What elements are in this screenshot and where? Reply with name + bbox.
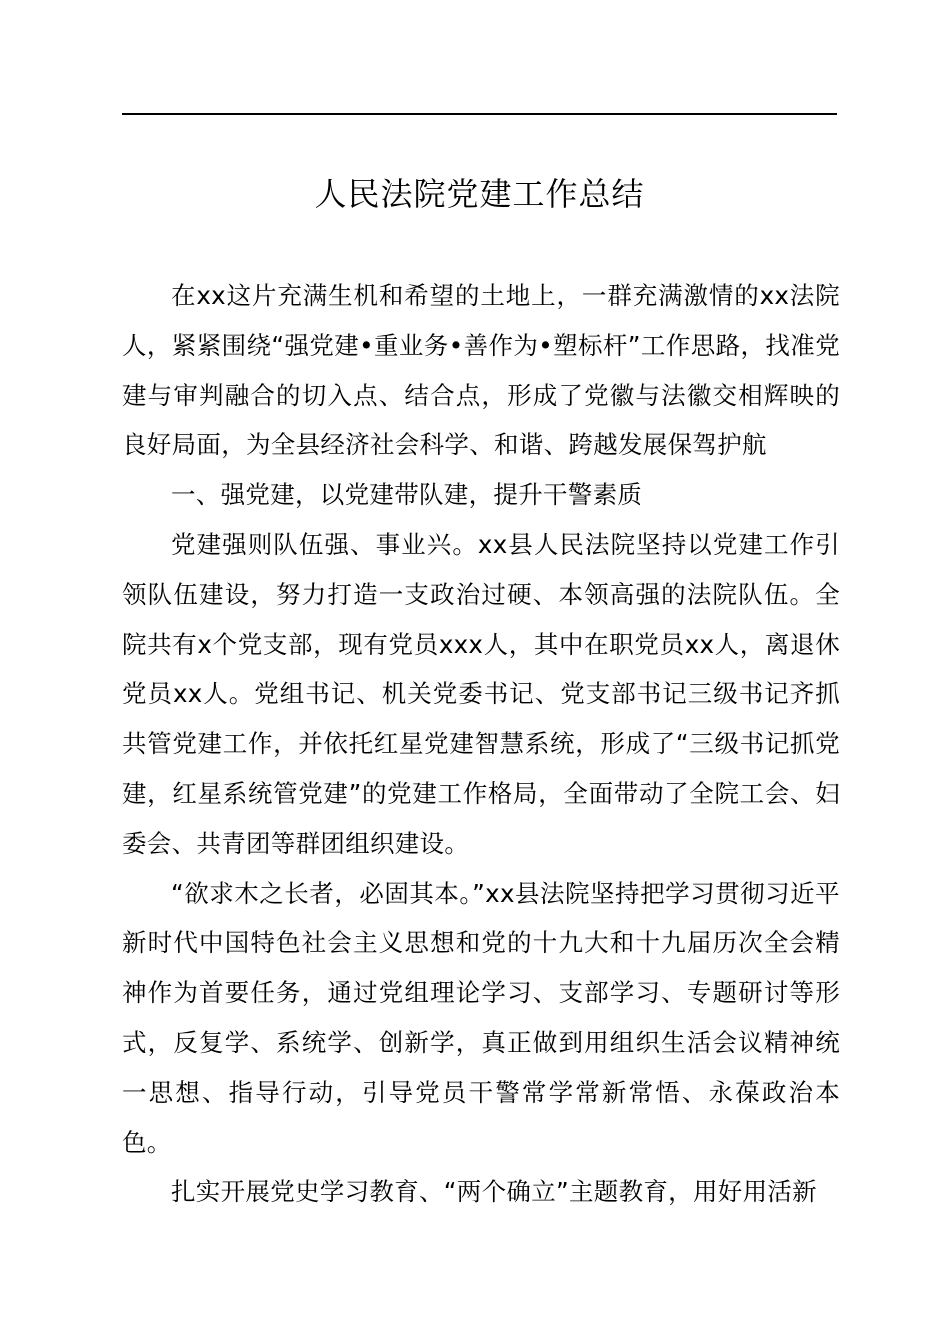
paragraph-party-building: 党建强则队伍强、事业兴。xx县人民法院坚持以党建工作引领队伍建设，努力打造一支政治过硬、本领高强的法院队伍。全院共有x个党支部，现有党员xxx人，其中在职党员xx人，离退休党员xx人。党组书记、机关党委书记、党支部书记三级书记齐抓共管党建工作，并依托红星党建智慧系统，形成了“三级书记抓党建，红星系统管党建”的党建工作格局，全面带动了全院工会、妇委会、共青团等群团组织建设。 bbox=[122, 529, 840, 858]
header-rule bbox=[122, 113, 837, 115]
document-title: 人民法院党建工作总结 bbox=[314, 175, 645, 213]
paragraph-intro: 在xx这片充满生机和希望的土地上，一群充满激情的xx法院人，紧紧围绕“强党建•重业务•善作为•塑标杆”工作思路，找准党建与审判融合的切入点、结合点，形成了党徽与法徽交相辉映的良好局面，为全县经济社会科学、和谐、跨越发展保驾护航 bbox=[122, 281, 840, 460]
section-heading-1: 一、强党建，以党建带队建，提升干警素质 bbox=[171, 480, 643, 510]
document-body bbox=[122, 271, 840, 1217]
paragraph-history-education: 扎实开展党史学习教育、“两个确立”主题教育，用好用活新 bbox=[171, 1177, 817, 1207]
paragraph-theory-study: “欲求木之长者，必固其本。”xx县法院坚持把学习贯彻习近平新时代中国特色社会主义思想和党的十九大和十九届历次全会精神作为首要任务，通过党组理论学习、支部学习、专题研讨等形式，反复学、系统学、创新学，真正做到用组织生活会议精神统一思想、指导行动，引导党员干警常学常新常悟、永葆政治本色。 bbox=[122, 878, 840, 1157]
